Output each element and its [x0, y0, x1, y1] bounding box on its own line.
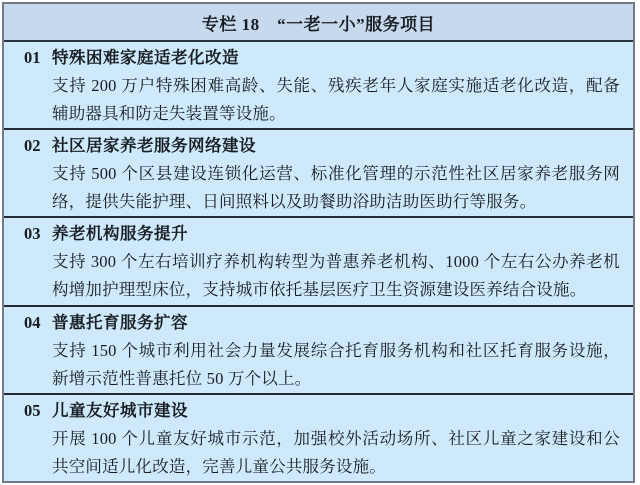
section-item-2 [4, 130, 633, 218]
section-title-row [24, 220, 620, 248]
section-title: 养老机构服务提升 [52, 224, 188, 244]
section-number: 05 [24, 400, 41, 420]
section-list [4, 42, 633, 481]
section-title-row [24, 44, 620, 72]
section-number: 02 [24, 136, 41, 156]
section-number: 01 [24, 48, 41, 67]
section-title: 社区居家养老服务网络建设 [52, 136, 256, 156]
section-item-3 [4, 218, 633, 306]
panel-header [4, 4, 633, 42]
section-title: 普惠托育服务扩容 [52, 312, 188, 332]
section-description: 开展 100 个儿童友好城市示范，加强校外活动场所、社区儿童之家建设和公共空间适儿化改造，完善儿童公共服务设施。 [52, 428, 620, 476]
section-item-1 [4, 42, 633, 130]
panel-title: 专栏 18 “一老一小”服务项目 [201, 14, 436, 34]
section-description: 支持 500 个区县建设连锁化运营、标准化管理的示范性社区居家养老服务网络，提供失能护理、日间照料以及助餐助浴助洁助医助行等服务。 [52, 164, 620, 212]
section-title: 儿童友好城市建设 [52, 400, 188, 420]
section-title-row [24, 397, 620, 425]
section-item-5 [4, 395, 633, 481]
section-number: 04 [24, 312, 41, 332]
section-title-row [24, 309, 620, 337]
section-description: 支持 300 个左右培训疗养机构转型为普惠养老机构、1000 个左右公办养老机构增加护理型床位，支持城市依托基层医疗卫生资源建设医养结合设施。 [52, 252, 620, 300]
section-description: 支持 200 万户特殊困难高龄、失能、残疾老年人家庭实施适老化改造，配备辅助器具和防走失装置等设施。 [52, 76, 620, 123]
section-title: 特殊困难家庭适老化改造 [52, 48, 239, 67]
section-title-row [24, 132, 620, 160]
section-item-4 [4, 307, 633, 395]
section-number: 03 [24, 224, 41, 244]
section-description: 支持 150 个城市利用社会力量发展综合托育服务机构和社区托育服务设施，新增示范性普惠托位 50 万个以上。 [52, 340, 620, 388]
column-panel [2, 2, 635, 483]
